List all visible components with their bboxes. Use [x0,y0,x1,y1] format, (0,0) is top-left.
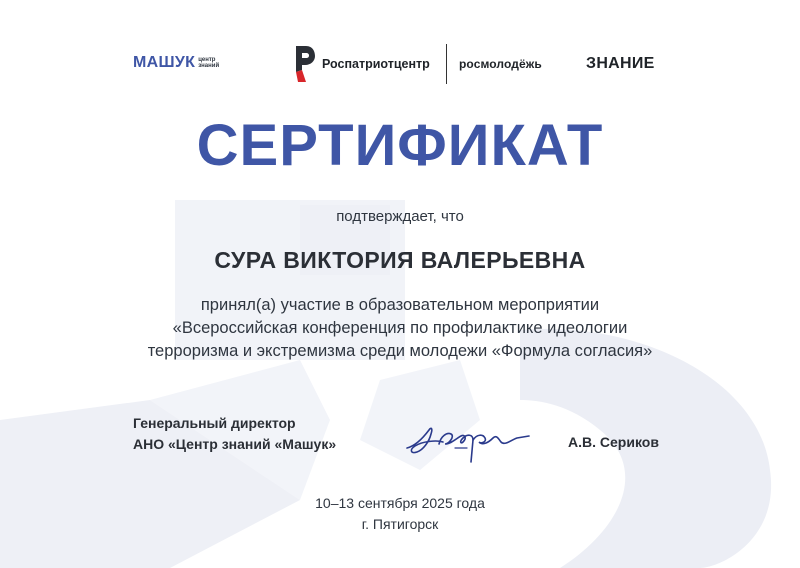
event-dates: 10–13 сентября 2025 года [315,495,485,511]
body-line-1: принял(а) участие в образовательном мероприятии [200,296,600,314]
body-line-3: терроризма и экстремизма среди молодежи «Формула согласия» [147,342,653,360]
event-footer [0,493,800,535]
signatory-position [133,413,336,455]
recipient-name: СУРА ВИКТОРИЯ ВАЛЕРЬЕВНА [214,247,586,273]
znanie-logo: ЗНАНИЕ [586,55,655,72]
event-city: г. Пятигорск [361,516,439,532]
certificate-title: СЕРТИФИКАТ [196,113,604,178]
mashuk-sub-line-2: знаний [198,63,220,69]
rospatriotcenter-logo [292,44,430,84]
position-line-1: Генеральный директор [133,415,296,431]
signatory-name: А.В. Сериков [568,434,659,450]
logo-divider [446,44,447,84]
rosmolodezh-logo: росмолодёжь [459,57,542,71]
logos-bar [0,42,800,86]
confirm-text: подтверждает, что [336,208,464,225]
mashuk-logo [133,54,219,72]
mashuk-sub-line-1: центр [198,57,216,63]
rospatriot-logo-text: Роспатриотцентр [322,57,430,71]
rospatriot-mark-icon [292,44,316,84]
signature-icon [405,418,535,466]
mashuk-logo-subtext [198,57,219,69]
body-line-2: «Всероссийская конференция по профилактике идеологии [172,319,628,337]
mashuk-logo-text: МАШУК [133,54,196,71]
position-line-2: АНО «Центр знаний «Машук» [133,436,337,452]
certificate-body [0,294,800,363]
